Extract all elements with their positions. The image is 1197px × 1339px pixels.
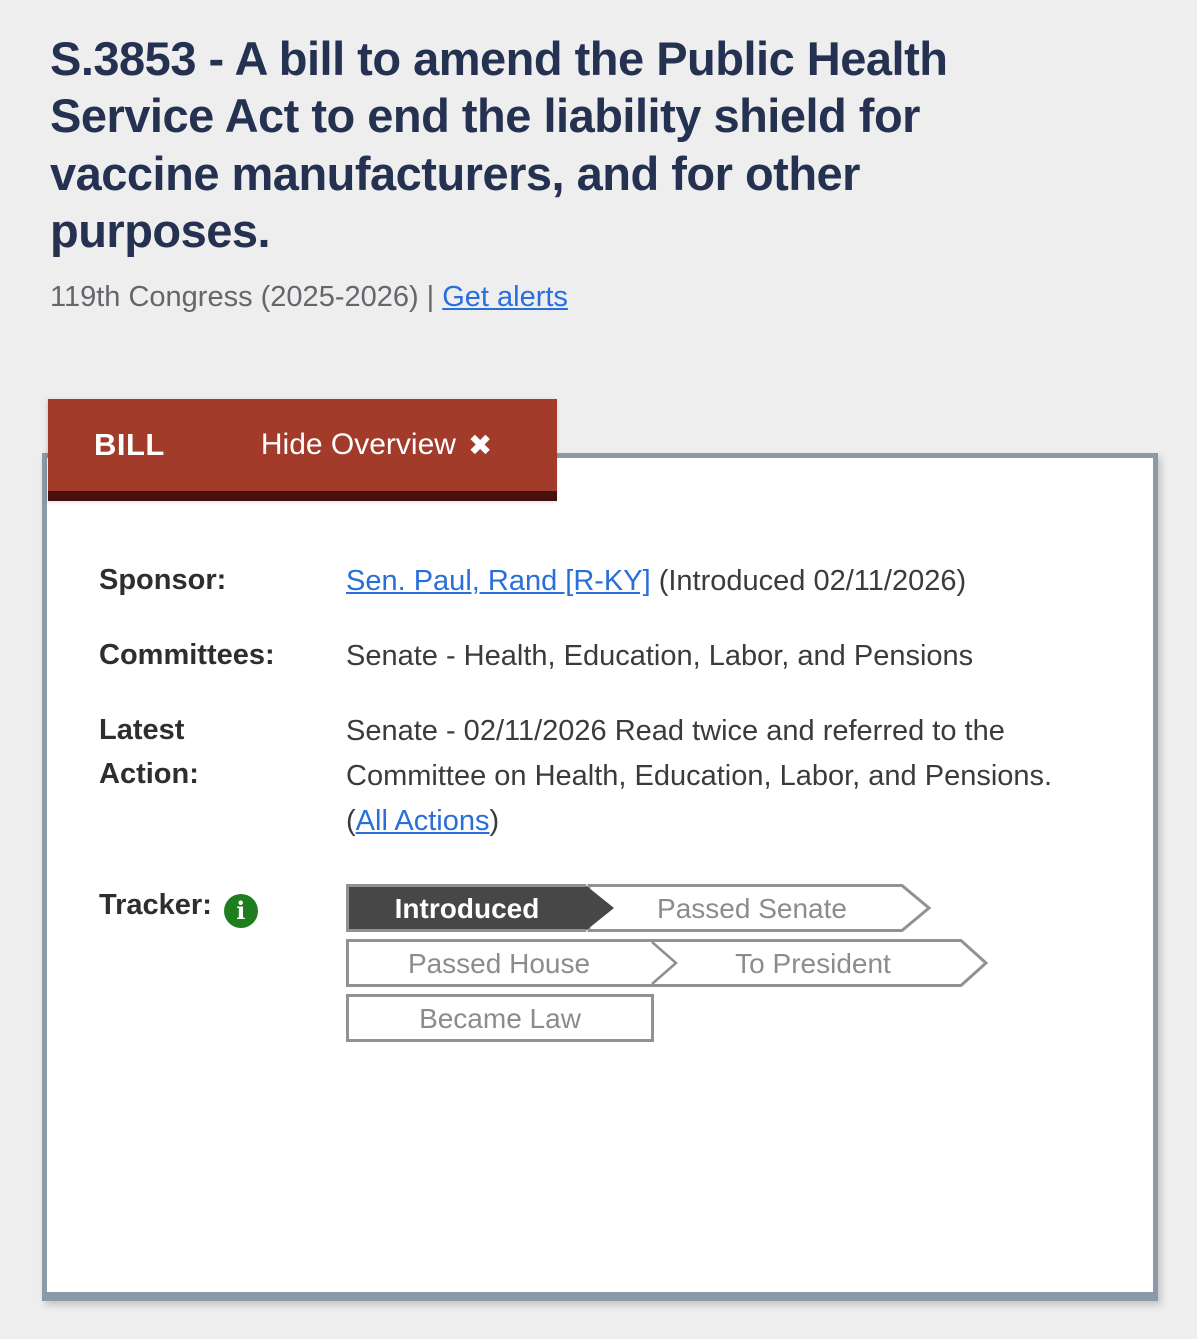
committees-value: Senate - Health, Education, Labor, and Pensions bbox=[346, 640, 974, 673]
committees-row bbox=[99, 634, 1093, 679]
close-icon: ✖ bbox=[467, 429, 493, 462]
bill-tab-label: BILL bbox=[94, 427, 165, 463]
hide-overview-button[interactable] bbox=[261, 428, 492, 463]
info-icon[interactable]: i bbox=[224, 894, 258, 928]
bill-overview-body bbox=[47, 458, 1153, 1049]
sponsor-link[interactable]: Sen. Paul, Rand [R-KY] bbox=[346, 565, 651, 598]
tracker-step-passed-house-label: Passed House bbox=[407, 948, 591, 979]
sponsor-value bbox=[346, 559, 1074, 604]
tracker-row-3 bbox=[346, 994, 656, 1042]
tracker-label-wrap bbox=[99, 884, 346, 1049]
latest-action-label: Latest Action: bbox=[99, 714, 199, 790]
tracker-label: Tracker: bbox=[99, 889, 212, 921]
latest-action-value bbox=[346, 709, 1074, 844]
tracker-step-to-president-label: To President bbox=[735, 948, 891, 979]
sponsor-row bbox=[99, 559, 1093, 604]
bill-progress-tracker bbox=[346, 884, 1093, 1049]
hide-overview-label: Hide Overview bbox=[260, 428, 456, 462]
sponsor-introduced-text: (Introduced 02/11/2026) bbox=[650, 565, 967, 598]
subtitle-separator: | bbox=[426, 281, 435, 314]
sponsor-label: Sponsor: bbox=[99, 564, 227, 597]
tracker-step-passed-senate-label: Passed Senate bbox=[657, 893, 847, 924]
all-actions-link[interactable]: All Actions bbox=[355, 805, 490, 838]
bill-overview-card bbox=[42, 427, 1158, 1301]
tracker-row-2 bbox=[346, 939, 991, 987]
tracker-row bbox=[99, 884, 1093, 1049]
congress-subtitle bbox=[50, 281, 1158, 314]
congress-label: 119th Congress (2025-2026) bbox=[50, 281, 419, 314]
tracker-row-1 bbox=[346, 884, 936, 932]
latest-action-row bbox=[99, 709, 1093, 844]
tracker-step-became-law-label: Became Law bbox=[419, 1003, 581, 1034]
latest-action-text: Senate - 02/11/2026 Read twice and referred to the Committee on Health, Education, Labor, and Pensions. ( bbox=[346, 715, 1069, 838]
committees-label: Committees: bbox=[99, 639, 275, 672]
get-alerts-link[interactable]: Get alerts bbox=[442, 281, 568, 314]
bill-tab bbox=[48, 399, 557, 501]
latest-action-suffix: ) bbox=[489, 805, 500, 838]
page-title: S.3853 - A bill to amend the Public Health Service Act to end the liability shield for vaccine manufacturers, and for other purposes. bbox=[50, 32, 948, 257]
tracker-step-introduced-label: Introduced bbox=[394, 893, 540, 924]
